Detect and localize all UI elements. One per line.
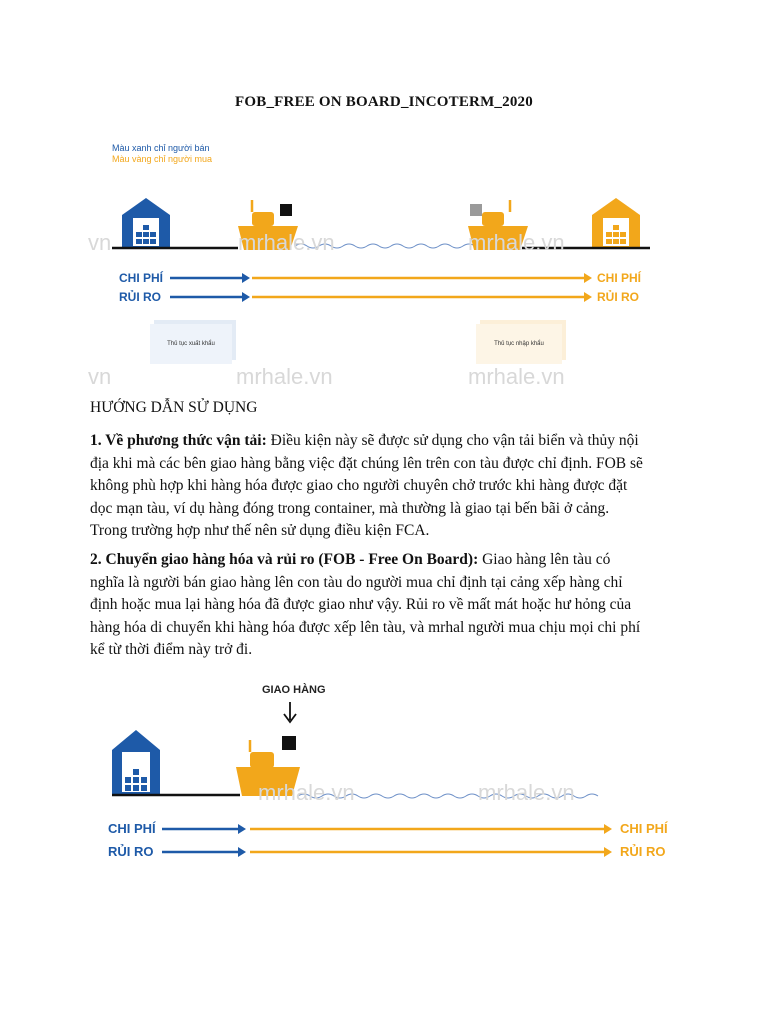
paragraph-lead: 2. Chuyển giao hàng hóa và rủi ro (FOB - Free On Board): [90,551,479,568]
section-heading: HƯỚNG DẪN SỬ DỤNG [90,399,258,416]
text-line: hàng hóa di chuyển khi hàng hóa được xếp lên tàu, và mrhal người mua chịu mọi chi phí [90,618,641,636]
legend-seller: Màu xanh chỉ người bán [112,143,210,153]
text-line: Trong trường hợp như thế nên sử dụng điều kiện FCA. [90,522,430,539]
text-line: địa khi mà các bên giao hàng bằng việc đặt chúng lên trên con tàu được chỉ định. FOB sẽ [90,454,643,472]
risk-label-right: RỦI RO [597,290,639,304]
legend-buyer: Màu vàng chỉ người mua [112,154,212,164]
text-line: dọc mạn tàu, ví dụ hàng đóng trong container, mà thường là giao tại bến bãi ở cảng. [90,499,610,517]
paragraph-lead: 1. Về phương thức vận tải: [90,432,267,449]
delivery-arrow-icon [284,702,296,722]
import-procedure-label: Thủ tục nhập khẩu [494,341,544,347]
text-line: Giao hàng lên tàu có [478,551,611,568]
text-line: nghĩa là người bán giao hàng lên con tàu do người mua chỉ định tại cảng xếp hàng chỉ [90,573,623,591]
paragraph-transfer [90,549,690,662]
fob-diagram-full [0,130,768,395]
text-line: định hoặc mua lại hàng hóa đã được giao như vậy. Rủi ro về mất mát hoặc hư hỏng của [90,596,632,613]
text-line: không phù hợp khi hàng hóa được giao cho người chuyên chở trước khi hàng được đặt [90,477,628,494]
export-procedure-label: Thủ tục xuất khẩu [167,341,215,347]
seller-warehouse-icon [122,198,170,248]
watermark: mrhale.vn [468,364,565,389]
risk-label-left: RỦI RO [119,290,161,304]
cost-label-right: CHI PHÍ [620,821,668,836]
cost-label-right: CHI PHÍ [597,271,642,285]
watermark: mrhale.vn [468,230,565,255]
watermark: vn [88,364,112,389]
watermark: mrhale.vn [258,780,355,805]
watermark: mrhale.vn [478,780,575,805]
risk-label-left: RỦI RO [108,844,154,859]
delivery-label: GIAO HÀNG [262,684,326,696]
paragraph-transport [90,430,690,543]
watermark: mrhale.vn [236,364,333,389]
cost-label-left: CHI PHÍ [108,821,156,836]
risk-label-right: RỦI RO [620,844,666,859]
text-line: Điều kiện này sẽ được sử dụng cho vận tải biển và thủy nội [266,432,639,449]
cost-label-left: CHI PHÍ [119,271,164,285]
seller-warehouse-icon [112,730,160,794]
watermark: vn [88,230,112,255]
watermark: mrhale.vn [238,230,335,255]
fob-diagram-delivery [0,670,768,870]
buyer-warehouse-icon [592,198,640,248]
text-line: kể từ thời điểm này trở đi. [90,641,253,658]
page-title: FOB_FREE ON BOARD_INCOTERM_2020 [235,94,533,110]
